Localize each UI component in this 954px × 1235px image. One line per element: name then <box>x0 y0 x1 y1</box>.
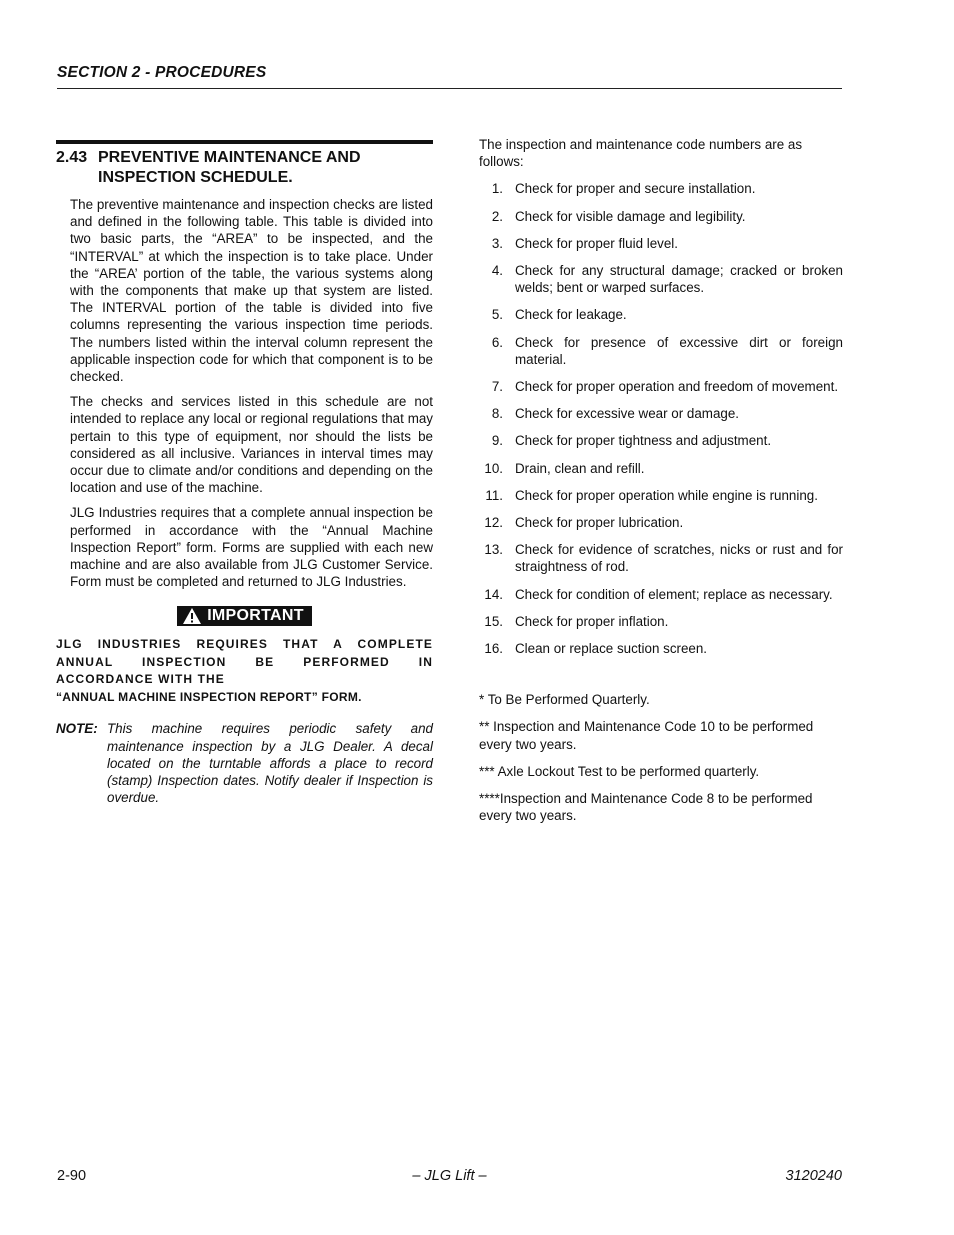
paragraph-2: The checks and services listed in this schedule are not intended to replace any local or regional regulations that may pertain to this type of equipment, nor should the lists be considered as all inclusive. Variances in interval times may occur due to climate and/or conditions and depending on the location and use of the machine. <box>70 394 433 496</box>
code-text: Check for proper operation and freedom of movement. <box>515 379 839 395</box>
note <box>56 720 433 806</box>
code-number: 7. <box>491 379 503 395</box>
code-text: Check for proper inflation. <box>515 613 669 629</box>
code-number: 2. <box>491 208 503 224</box>
section-header-title: SECTION 2 - PROCEDURES <box>57 64 267 81</box>
note-text: This machine requires periodic safety and maintenance inspection by a JLG Dealer. A decal located on the turntable affords a place to record (stamp) Inspection dates. Notify dealer if Inspection is overdue. <box>107 721 433 806</box>
footer-brand: – JLG Lift – <box>412 1168 487 1184</box>
footnote: ** Inspection and Maintenance Code 10 to be performed every two years. <box>479 719 814 752</box>
code-text: Check for condition of element; replace as necessary. <box>515 586 833 602</box>
code-number: 5. <box>491 307 503 323</box>
page-number: 2-90 <box>57 1168 87 1184</box>
code-text: Check for proper and secure installation. <box>515 181 756 197</box>
code-number: 13. <box>484 542 503 558</box>
code-text: Check for proper lubrication. <box>515 515 684 531</box>
code-text: Check for proper fluid level. <box>515 235 678 251</box>
important-text-line1: JLG INDUSTRIES REQUIRES THAT A COMPLETE ANNUAL INSPECTION BE PERFORMED IN ACCORDANCE WITH THE <box>56 637 433 687</box>
section-heading <box>56 148 433 188</box>
right-column <box>479 136 843 834</box>
code-item <box>479 541 843 575</box>
code-item <box>479 235 843 252</box>
code-text: Check for leakage. <box>515 307 627 323</box>
code-number: 4. <box>491 263 503 279</box>
note-label: NOTE: <box>56 721 98 737</box>
footnote: *** Axle Lockout Test to be performed quarterly. <box>479 763 760 779</box>
footnote: ****Inspection and Maintenance Code 8 to be performed every two years. <box>479 791 813 824</box>
code-item <box>479 432 843 449</box>
footnote-list <box>479 691 843 824</box>
code-item <box>479 586 843 603</box>
code-item <box>479 262 843 296</box>
code-number: 11. <box>485 487 503 503</box>
code-number: 6. <box>491 334 503 350</box>
code-number: 16. <box>484 641 503 657</box>
code-item <box>479 487 843 504</box>
page-footer <box>57 1168 842 1188</box>
code-list <box>479 180 843 657</box>
code-item <box>479 306 843 323</box>
code-number: 14. <box>484 586 503 602</box>
code-text: Check for visible damage and legibility. <box>515 208 746 224</box>
code-text: Check for proper tightness and adjustment. <box>515 433 772 449</box>
code-item <box>479 460 843 477</box>
section-title: PREVENTIVE MAINTENANCE AND INSPECTION SCHEDULE. <box>98 149 361 186</box>
code-text: Check for any structural damage; cracked or broken welds; bent or warped surfaces. <box>515 263 843 296</box>
code-number: 9. <box>491 433 503 449</box>
section-rule <box>56 140 433 144</box>
code-item <box>479 378 843 395</box>
codes-intro: The inspection and maintenance code numbers are as follows: <box>479 137 803 170</box>
code-number: 12. <box>484 515 503 531</box>
section-header <box>57 64 842 89</box>
code-item <box>479 208 843 225</box>
important-badge <box>177 606 312 626</box>
code-item <box>479 405 843 422</box>
code-text: Check for presence of excessive dirt or foreign material. <box>515 334 843 367</box>
code-item <box>479 334 843 368</box>
doc-number: 3120240 <box>785 1168 842 1184</box>
code-text: Drain, clean and refill. <box>515 460 645 476</box>
code-number: 15. <box>484 613 503 629</box>
code-item <box>479 613 843 630</box>
code-number: 3. <box>491 235 503 251</box>
section-number: 2.43 <box>56 149 88 166</box>
paragraph-1: The preventive maintenance and inspection checks are listed and defined in the following table. This table is divided into two basic parts, the “AREA” to be inspected, and the “INTERVAL” at which the inspection is to take place. Under the “AREA’ portion of the table, the various systems along with the components that make up that system are listed. The INTERVAL portion of the table is divided into five columns representing the various inspection time periods. The numbers listed within the interval column represent the applicable inspection code for which that component is to be checked. <box>70 197 433 385</box>
code-item <box>479 180 843 197</box>
important-callout <box>56 606 433 630</box>
left-column <box>56 140 433 806</box>
code-text: Check for proper operation while engine is running. <box>515 487 818 503</box>
footnote: * To Be Performed Quarterly. <box>479 692 650 708</box>
warning-triangle-icon <box>182 607 202 625</box>
code-text: Check for evidence of scratches, nicks or rust and for straightness of rod. <box>515 542 843 575</box>
important-label: IMPORTANT <box>207 607 304 625</box>
code-number: 10. <box>484 460 503 476</box>
code-item <box>479 514 843 531</box>
code-number: 1. <box>491 181 503 197</box>
code-text: Check for excessive wear or damage. <box>515 406 740 422</box>
important-text <box>56 636 433 706</box>
code-text: Clean or replace suction screen. <box>515 641 708 657</box>
code-number: 8. <box>491 406 503 422</box>
code-item <box>479 640 843 657</box>
important-text-line2: “ANNUAL MACHINE INSPECTION REPORT” FORM. <box>56 689 362 704</box>
paragraph-3: JLG Industries requires that a complete annual inspection be performed in accordance with the “Annual Machine Inspection Report” form. Forms are supplied with each new machine and are also available from JLG Customer Service. Form must be completed and returned to JLG Industries. <box>70 505 433 590</box>
